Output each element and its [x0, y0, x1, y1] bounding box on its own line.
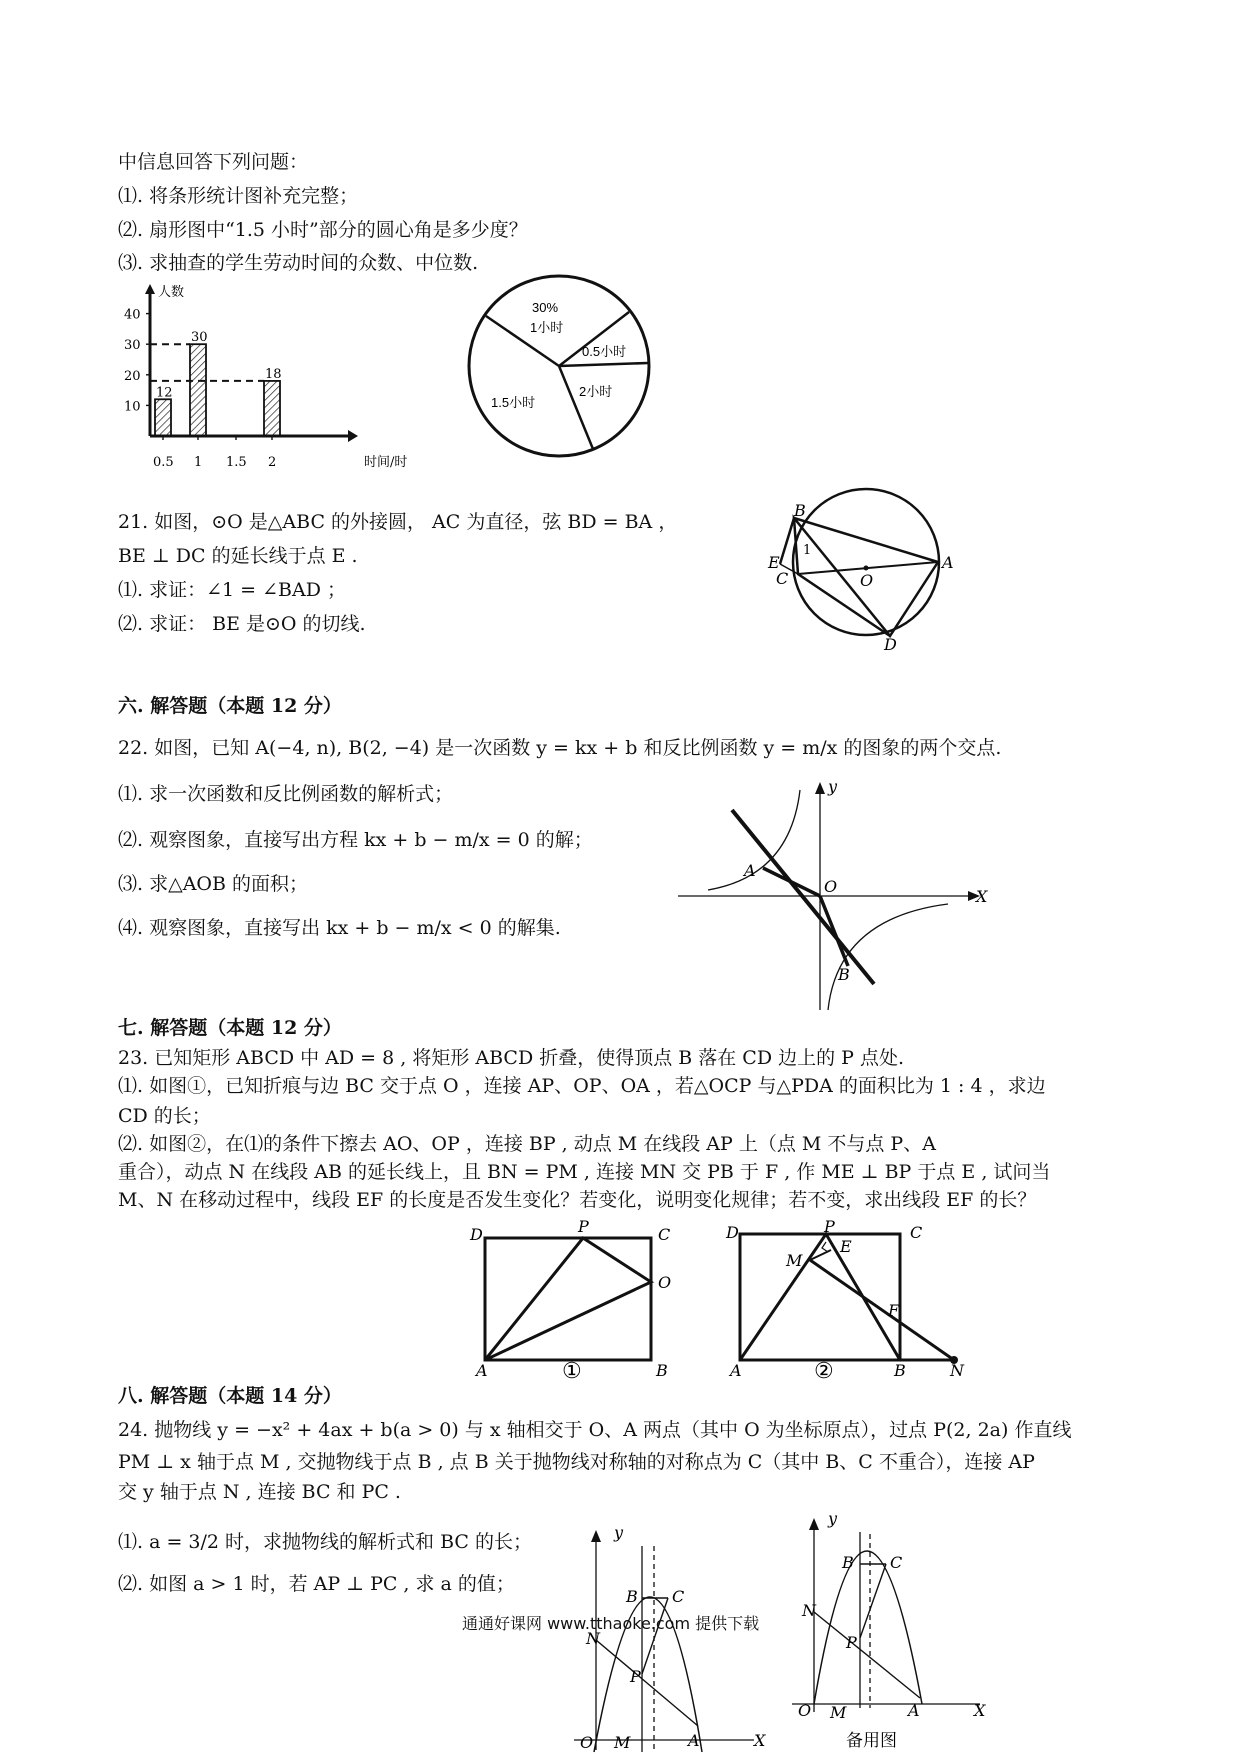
- figure-23-2: [718, 1217, 998, 1384]
- question-20-2: ⑵. 扇形图中“1.5 小时”部分的圆心角是多少度？: [118, 219, 528, 241]
- fig23-2-label-d: D: [726, 1223, 739, 1242]
- fig21-label-c: C: [776, 569, 789, 588]
- question-21-b: BE ⊥ DC 的延长线于点 E .: [118, 545, 358, 567]
- fig22-label-b: B: [838, 965, 850, 984]
- fig24s-label-p: P: [846, 1633, 857, 1652]
- figure-22: [678, 777, 998, 1010]
- bar-y-tick-label: 40: [124, 307, 141, 323]
- fig23-1-label-p: P: [578, 1217, 589, 1236]
- question-23-1-b: CD 的长；: [118, 1105, 211, 1127]
- bar-x-tick-label: 1.5: [226, 455, 247, 470]
- fig24-label-c: C: [672, 1587, 685, 1606]
- fig23-1-label-o: O: [658, 1273, 672, 1292]
- figure-24-spare: [782, 1508, 1002, 1751]
- bar-x-tick-label: 0.5: [153, 455, 174, 470]
- fig21-label-e: E: [768, 553, 780, 572]
- question-22-3: ⑶. 求△AOB 的面积；: [118, 873, 308, 895]
- fig24s-label-y: y: [828, 1509, 838, 1528]
- question-22-1: ⑴. 求一次函数和反比例函数的解析式；: [118, 783, 454, 805]
- figure-24: [574, 1522, 784, 1752]
- pie-chart: [462, 270, 662, 470]
- question-21-2: ⑵. 求证： BE 是⊙O 的切线.: [118, 613, 366, 635]
- question-23-2-c: M、N 在移动过程中，线段 EF 的长度是否发生变化？若变化，说明变化规律；若不变，求出线段 EF 的长？: [118, 1189, 1037, 1211]
- question-23-1: ⑴. 如图①，已知折痕与边 BC 交于点 O ，连接 AP、OP、OA ，若△OCP 与△PDA 的面积比为 1 : 4 ，求边: [118, 1075, 1046, 1097]
- question-24-c: 交 y 轴于点 N , 连接 BC 和 PC .: [118, 1481, 401, 1503]
- footer-watermark: 通通好课网 www.tthaoke.com 提供下载: [462, 1614, 760, 1633]
- fig24s-label-o: O: [798, 1701, 812, 1720]
- fig23-2-label-p: P: [824, 1217, 835, 1236]
- question-24-1: ⑴. a = 3/2 时，求抛物线的解析式和 BC 的长；: [118, 1531, 532, 1553]
- fig23-2-label-c: C: [910, 1223, 923, 1242]
- fig24s-label-n: N: [802, 1601, 816, 1620]
- fig22-label-a: A: [744, 861, 756, 880]
- fig22-label-o: O: [824, 877, 838, 896]
- fig23-2-label-m: M: [786, 1251, 803, 1270]
- bar-1: [190, 344, 206, 436]
- fig24-label-a: A: [688, 1731, 700, 1750]
- bar-y-label: 人数: [158, 285, 185, 300]
- question-24: 24. 抛物线 y = −x² + 4ax + b(a > 0) 与 x 轴相交于 O、A 两点（其中 O 为坐标原点），过点 P(2, 2a) 作直线: [118, 1419, 1072, 1441]
- question-22: 22. 如图，已知 A(−4, n), B(2, −4) 是一次函数 y = kx + b 和反比例函数 y = m/x 的图象的两个交点.: [118, 737, 1002, 759]
- fig24s-label-x: X: [974, 1701, 986, 1720]
- question-23-2: ⑵. 如图②，在⑴的条件下擦去 AO、OP ，连接 BP , 动点 M 在线段 AP 上（点 M 不与点 P、A: [118, 1133, 936, 1155]
- fig21-label-d: D: [884, 635, 897, 654]
- fig21-label-a: A: [942, 553, 954, 572]
- pie-label-2: 0.5小时: [582, 344, 627, 359]
- fig23-2-label-n: N: [950, 1361, 964, 1380]
- fig23-2-label-a: A: [730, 1361, 742, 1380]
- pie-label-1-pct: 30%: [532, 300, 559, 315]
- fig23-1-label-b: B: [656, 1361, 668, 1380]
- fig24s-label-b: B: [842, 1553, 854, 1572]
- bar-2: [264, 381, 280, 436]
- fig23-1-label-c: C: [658, 1225, 671, 1244]
- fig21-label-o: O: [860, 571, 874, 590]
- bar-chart: [118, 278, 438, 468]
- fig23-1-label-d: D: [470, 1225, 483, 1244]
- question-22-4: ⑷. 观察图象，直接写出 kx + b − m/x < 0 的解集.: [118, 917, 561, 939]
- fig24s-label-a: A: [908, 1701, 920, 1720]
- question-21: 21. 如图，⊙O 是△ABC 的外接圆， AC 为直径，弦 BD = BA ，: [118, 511, 678, 533]
- bar-x-arrow: [348, 430, 358, 442]
- fig24s-caption: 备用图: [846, 1731, 897, 1751]
- fig23-1-number: ①: [562, 1359, 582, 1384]
- fig24-label-m: M: [614, 1733, 631, 1752]
- bar-y-tick-label: 30: [124, 338, 141, 354]
- fig22-label-x: X: [976, 887, 988, 906]
- bar-data-label: 12: [156, 385, 173, 401]
- pie-label-3: 2小时: [579, 384, 613, 399]
- fig24-label-p: P: [630, 1667, 641, 1686]
- question-22-2: ⑵. 观察图象，直接写出方程 kx + b − m/x = 0 的解；: [118, 829, 593, 851]
- question-20-3: ⑶. 求抽查的学生劳动时间的众数、中位数.: [118, 252, 479, 274]
- bar-x-label: 时间/时: [364, 455, 408, 470]
- pie-divider-4: [559, 366, 593, 449]
- bar-y-arrow: [145, 284, 155, 294]
- fig24-label-n: N: [586, 1629, 600, 1648]
- section-7-heading: 七. 解答题（本题 12 分）: [118, 1017, 342, 1039]
- question-24-b: PM ⊥ x 轴于点 M , 交抛物线于点 B , 点 B 关于抛物线对称轴的对称点为 C（其中 B、C 不重合），连接 AP: [118, 1451, 1035, 1473]
- fig24-label-y: y: [614, 1523, 624, 1542]
- pie-label-1: 1小时: [530, 320, 564, 335]
- pie-divider-3: [559, 363, 648, 366]
- fig21-label-b: B: [794, 501, 806, 520]
- question-24-2: ⑵. 如图 a > 1 时，若 AP ⊥ PC , 求 a 的值；: [118, 1573, 515, 1595]
- question-21-1: ⑴. 求证：∠1 = ∠BAD ；: [118, 579, 346, 601]
- section-8-heading: 八. 解答题（本题 14 分）: [118, 1385, 342, 1407]
- section-6-heading: 六. 解答题（本题 12 分）: [118, 695, 342, 717]
- text-intro: 中信息回答下列问题：: [118, 151, 309, 173]
- fig23-2-label-e: E: [840, 1237, 852, 1256]
- fig24s-label-m: M: [830, 1703, 847, 1722]
- bar-x-tick-label: 2: [268, 455, 277, 470]
- figure-23-1: [466, 1217, 686, 1384]
- fig24-label-o: O: [580, 1733, 594, 1752]
- bar-y-tick-label: 10: [124, 399, 141, 415]
- fig23-2-label-f: F: [888, 1301, 900, 1320]
- fig24s-label-c: C: [890, 1553, 903, 1572]
- bar-data-label: 30: [191, 330, 208, 346]
- bar-0.5: [155, 399, 171, 436]
- fig23-2-number: ②: [814, 1359, 834, 1384]
- fig23-1-label-a: A: [476, 1361, 488, 1380]
- figure-21: [760, 488, 960, 658]
- fig22-label-y: y: [828, 777, 838, 796]
- question-23: 23. 已知矩形 ABCD 中 AD = 8 , 将矩形 ABCD 折叠，使得顶点 B 落在 CD 边上的 P 点处.: [118, 1047, 905, 1069]
- question-23-2-b: 重合），动点 N 在线段 AB 的延长线上，且 BN = PM , 连接 MN 交 PB 于 F , 作 ME ⊥ BP 于点 E , 试问当: [118, 1161, 1051, 1183]
- fig21-angle-1: 1: [803, 543, 812, 558]
- bar-data-label: 18: [265, 366, 282, 382]
- fig24-label-b: B: [626, 1587, 638, 1606]
- fig24-label-x: X: [754, 1731, 766, 1750]
- bar-y-tick-label: 20: [124, 368, 141, 384]
- fig23-2-label-b: B: [894, 1361, 906, 1380]
- bar-x-tick-label: 1: [194, 455, 203, 470]
- question-20-1: ⑴. 将条形统计图补充完整；: [118, 185, 359, 207]
- pie-label-4: 1.5小时: [491, 395, 536, 410]
